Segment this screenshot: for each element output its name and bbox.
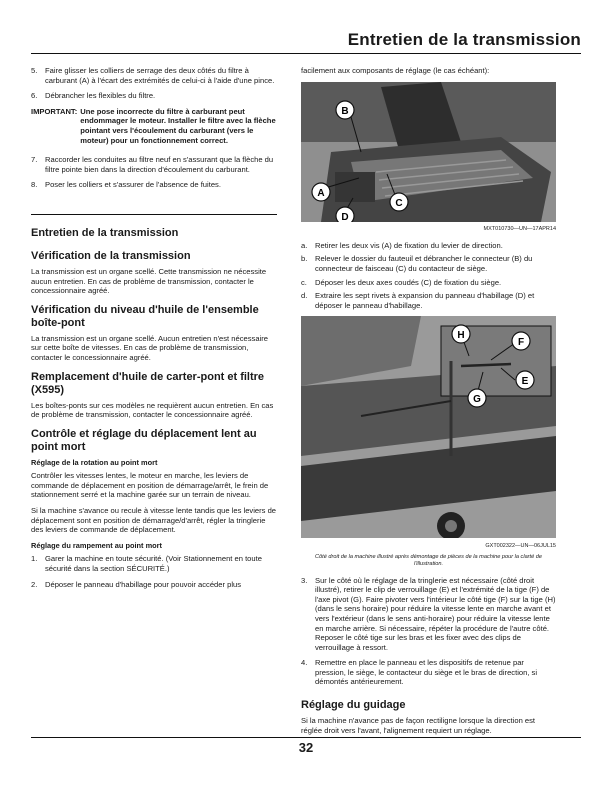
step-text: Débrancher les flexibles du filtre.	[45, 91, 156, 101]
callout-e	[516, 371, 534, 389]
svg-text:E: E	[521, 376, 529, 388]
section-text: Si la machine n'avance pas de façon rectiligne lorsque la direction est réglée droit vers l'avant, l'alignement requiert un réglage.	[301, 716, 536, 735]
callout-c	[390, 193, 408, 211]
step-text: Remettre en place le panneau et les dispositifs de retenue par pression, le siège, le contacteur du siège et le bras de direction, si démontés antérieurement.	[315, 658, 538, 687]
page-title: Entretien de la transmission	[347, 30, 581, 49]
step-7	[31, 155, 277, 174]
step-6	[31, 91, 277, 101]
substep-letter: c.	[301, 277, 307, 287]
section-heading: Remplacement d'huile de carter-pont et filtre (X595)	[31, 370, 265, 396]
substep-b	[301, 254, 556, 273]
section-oil-level	[31, 304, 277, 363]
left-column	[31, 66, 277, 597]
substep-text: Relever le dossier du fauteuil et débrancher le connecteur (B) du connecteur de faisceau (C) du contacteur de siège.	[315, 254, 533, 273]
page-number: 32	[298, 740, 314, 755]
substep-letter: d.	[301, 291, 308, 301]
callout-d	[336, 207, 354, 222]
substep-c	[301, 278, 556, 288]
seat-panel-photo	[301, 82, 556, 222]
subheading: Réglage du rampement au point mort	[31, 540, 162, 550]
step-number: 7.	[31, 155, 38, 165]
step-number: 3.	[301, 575, 308, 585]
section-text: La transmission est un organe scellé. Aucun entretien n'est nécessaire sur cette boîte de vitesses. En cas de problème de transmission, contacter le concessionnaire agréé.	[31, 333, 268, 362]
step-3	[301, 576, 556, 653]
callout-f	[512, 332, 530, 350]
right-column	[301, 66, 556, 743]
important-notice	[31, 107, 277, 145]
figure-note: Côté droit de la machine illustré après démontage de pièces de la machine pour la clarté de l'illustration.	[315, 553, 542, 567]
figure-seat-panel	[301, 82, 556, 235]
callout-a	[312, 183, 330, 201]
substep-text: Extraire les sept rivets à expansion du panneau d'habillage (D) et déposer le panneau d'habillage.	[315, 291, 535, 310]
section-heading: Vérification de la transmission	[31, 249, 191, 262]
substep-letter: b.	[301, 254, 308, 264]
section-verification	[31, 250, 277, 296]
substep-d	[301, 291, 556, 310]
section-oil-change	[31, 371, 277, 420]
step-2	[31, 580, 277, 590]
step-number: 2.	[31, 579, 38, 589]
step-text: Faire glisser les colliers de serrage des deux côtés du filtre à carburant (A) à l'écart des extrémités de celui-ci à l'aide d'une pince.	[45, 66, 275, 85]
step-text: Garer la machine en toute sécurité. (Voir Stationnement en toute sécurité dans la section SÉCURITÉ.)	[45, 554, 262, 574]
figure-linkage	[301, 316, 556, 567]
step-number: 6.	[31, 91, 38, 101]
step-text: Sur le côté où le réglage de la tringlerie est nécessaire (côté droit illustré), retirer le clip de verrouillage (E) et l'extrémité de la tige (F) de l'axe pivot (G). Faire pivoter vers l'intérieur le côté tige (F) sur la tige (H) (dans le sens horaire) pour réduire la vitesse lente en marche avant et vers l'extérieur (dans le sens anti-horaire) pour réduire la vitesse lente en marche arrière. Si nécessaire, répéter la procédure de l'autre côté. Reposer le côté tige sur les bras et les fixer avec des clips de verrouillage à ressort.	[315, 575, 556, 652]
subheading: Réglage de la rotation au point mort	[31, 457, 158, 467]
section-text: Les boîtes-ponts sur ces modèles ne requièrent aucun entretien. En cas de problème de transmission, contacter le concessionnaire agréé.	[31, 400, 274, 420]
step-number: 8.	[31, 180, 38, 190]
section-title: Entretien de la transmission	[31, 226, 179, 239]
step-4	[301, 658, 556, 687]
step-text: Déposer le panneau d'habillage pour pouvoir accéder plus	[45, 579, 242, 589]
step-8	[31, 180, 277, 190]
step-text: Raccorder les conduites au filtre neuf en s'assurant que la flèche du filtre pointe bien dans la direction d'écoulement du carburant.	[45, 155, 274, 174]
step-number: 5.	[31, 66, 38, 75]
svg-text:B: B	[341, 105, 349, 117]
step-number: 4.	[301, 658, 308, 668]
svg-text:H: H	[457, 330, 465, 342]
svg-text:G: G	[473, 394, 481, 406]
important-text: Une pose incorrecte du filtre à carburant peut endommager le moteur. Installer le filtre avec la flèche pointant vers l'écoulement du carburant (vers le moteur) pour un fonctionnement correct.	[80, 106, 276, 145]
svg-text:F: F	[517, 337, 525, 349]
section-heading: Réglage du guidage	[301, 699, 406, 712]
callout-h	[452, 325, 470, 343]
svg-text:D: D	[341, 211, 349, 222]
intro-text: facilement aux composants de réglage (le cas échéant):	[301, 66, 490, 75]
svg-text:C: C	[395, 197, 403, 209]
section-text: La transmission est un organe scellé. Cette transmission ne nécessite aucun entretien. En cas de problème de transmission, contacter le concessionnaire agréé.	[31, 266, 267, 296]
step-5	[31, 66, 277, 85]
section-neutral-creep	[31, 428, 277, 590]
linkage-photo	[301, 316, 556, 538]
step-number: 1.	[31, 554, 38, 564]
step-1	[31, 554, 277, 573]
callout-g	[468, 389, 486, 407]
section-heading: Contrôle et réglage du déplacement lent au point mort	[31, 427, 257, 453]
substep-text: Déposer les deux axes coudés (C) de fixation du siège.	[315, 277, 502, 287]
section-heading: Vérification du niveau d'huile de l'ensemble boîte-pont	[31, 303, 259, 329]
figure-caption: MXT010730—UN—17APR14	[483, 226, 556, 233]
paragraph: Si la machine s'avance ou recule à vitesse lente tandis que les leviers de déplacement sont en position de démarrage/d'arrêt, régler la tringlerie des leviers de commande de déplacement.	[31, 506, 277, 535]
callout-b	[336, 101, 354, 119]
section-steering	[301, 699, 556, 735]
substep-text: Retirer les deux vis (A) de fixation du levier de direction.	[315, 240, 503, 250]
figure-caption: GXT002322—UN—06JUL15	[485, 542, 556, 549]
section-rule	[31, 214, 277, 215]
footer-rule	[31, 737, 581, 738]
svg-text:A: A	[317, 187, 325, 199]
substep-a	[301, 241, 556, 251]
header-rule	[31, 53, 581, 54]
substep-letter: a.	[301, 240, 308, 250]
paragraph: Contrôler les vitesses lentes, le moteur en marche, les leviers de commande de déplacement en position de démarrage/arrêt, le frein de stationnement serré et la machine garée sur un terrain de niveau.	[31, 471, 269, 500]
important-label: IMPORTANT:	[31, 106, 78, 116]
step-text: Poser les colliers et s'assurer de l'absence de fuites.	[45, 180, 221, 190]
